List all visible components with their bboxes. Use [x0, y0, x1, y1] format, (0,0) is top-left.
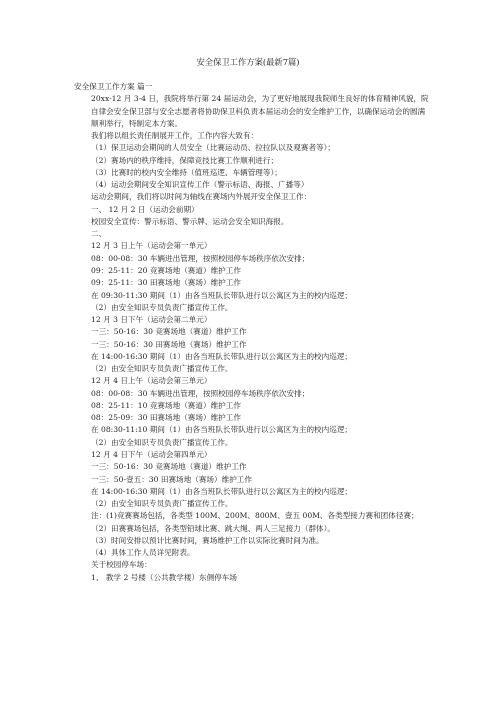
schedule-line: （2）由安全知识专员负责广播宣传工作。 [91, 437, 233, 447]
schedule-line: 在 14:00-16:30 期间（1）由各当班队长带队进行以公寓区为主的校内巡逻； [91, 486, 353, 496]
intro-paragraph: 20xx-12 月 3-4 日，我院将举行第 24 届运动会，为了更好地展现我院师生良好的体育精神风貌，院自律会安全保卫部与安全志愿者将协助保卫科负责本届运动会的安全维护工作，以确保运动会的圆满顺利举行，特制定本方案。 [91, 94, 429, 128]
note-line: （3）时间安排以预计比赛时间，赛场维护工作以实际比赛时间为准。 [91, 535, 324, 545]
section-heading: 安全保卫工作方案 篇一 [74, 82, 153, 91]
paragraph-line: 1、 教学 2 号楼（公共教学楼）东侧停车场 [91, 572, 237, 582]
schedule-line: 08：25-11：10 竞赛场地（赛道）维护工作 [91, 400, 241, 410]
schedule-line: 一三：50-16：30 田赛场地（赛场）维护工作 [91, 339, 247, 349]
paragraph-line: 我们将以组长责任制展开工作，工作内容大致有： [91, 131, 259, 141]
document-body [74, 81, 432, 584]
schedule-line: 08：25-09：30 田赛场地（赛场）维护工作 [91, 413, 241, 423]
schedule-line: （2）由安全知识专员负责广播宣传工作。 [91, 499, 233, 509]
schedule-line: 一三：50-壹五：30 田赛场地（赛场）维护工作 [91, 474, 252, 484]
schedule-line: 08：00-08：30 车辆进出管理，按照校园停车场秩序依次安排； [91, 388, 310, 398]
schedule-line: 在 09:30-11:30 期间（1）由各当班队长带队进行以公寓区为主的校内巡逻； [91, 290, 353, 300]
schedule-line: 12 月 3 日下午（运动会第二单元） [91, 315, 212, 325]
schedule-line: （2）由安全知识专员负责广播宣传工作。 [91, 302, 233, 312]
document-title: 安全保卫工作方案(最新7篇) [196, 57, 300, 67]
paragraph-line: 运动会期间，我们将以时间为轴线在赛场内外展开安全保卫工作： [91, 192, 312, 202]
list-item: （4）运动会期间安全知识宣传工作（警示标语、海报、广播等） [91, 180, 309, 190]
note-line: 注：(1)竞赛赛场包括，各类型 100M、200M、800M、壹五 00M、各类型接力赛和团体径赛； [91, 511, 419, 521]
schedule-line: 09：25-11：20 竞赛场地（赛道）维护工作 [91, 265, 241, 275]
note-line: （4）具体工作人员详见附表。 [91, 548, 195, 558]
schedule-line: （2）由安全知识专员负责广播宣传工作。 [91, 364, 233, 374]
schedule-line: 12 月 3 日上午（运动会第一单元） [91, 241, 212, 251]
schedule-line: 09：25-11：30 田赛场地（赛场）维护工作 [91, 278, 241, 288]
schedule-line: 12 月 4 日上午（运动会第三单元） [91, 376, 212, 386]
paragraph-line: 校园安全宣传：警示标语、警示牌、运动会安全知识海报。 [91, 216, 289, 226]
list-item: （3）比赛时的校内安全维持（值班巡逻、车辆管理等）； [91, 167, 282, 177]
list-item: （1）保卫运动会期间的人员安全（比赛运动员、拉拉队以及观赛者等）； [91, 143, 336, 153]
list-item: （2）赛场内的秩序维持，保障竞技比赛工作顺利进行； [91, 155, 279, 165]
note-line: （2）田赛赛场包括，各类型铅球比赛、跳大绳、两人三足接力（群体）。 [91, 523, 336, 533]
schedule-line: 08：00-08：30 车辆进出管理，按照校园停车场秩序依次安排； [91, 253, 310, 263]
paragraph-line: 一、 12 月 2 日（运动会前期） [91, 204, 199, 214]
schedule-line: 12 月 4 日下午（运动会第四单元） [91, 449, 212, 459]
schedule-line: 一三：50-16：30 竞赛场地（赛道）维护工作 [91, 327, 247, 337]
paragraph-line: 关于校园停车场： [91, 560, 152, 570]
paragraph-line: 二、 [91, 229, 107, 239]
schedule-line: 一三：50-16：30 竞赛场地（赛道）维护工作 [91, 462, 247, 472]
schedule-line: 在 14:00-16:30 期间（1）由各当班队长带队进行以公寓区为主的校内巡逻； [91, 351, 353, 361]
schedule-line: 在 08:30-11:10 期间（1）由各当班队长带队进行以公寓区为主的校内巡逻； [91, 425, 353, 435]
